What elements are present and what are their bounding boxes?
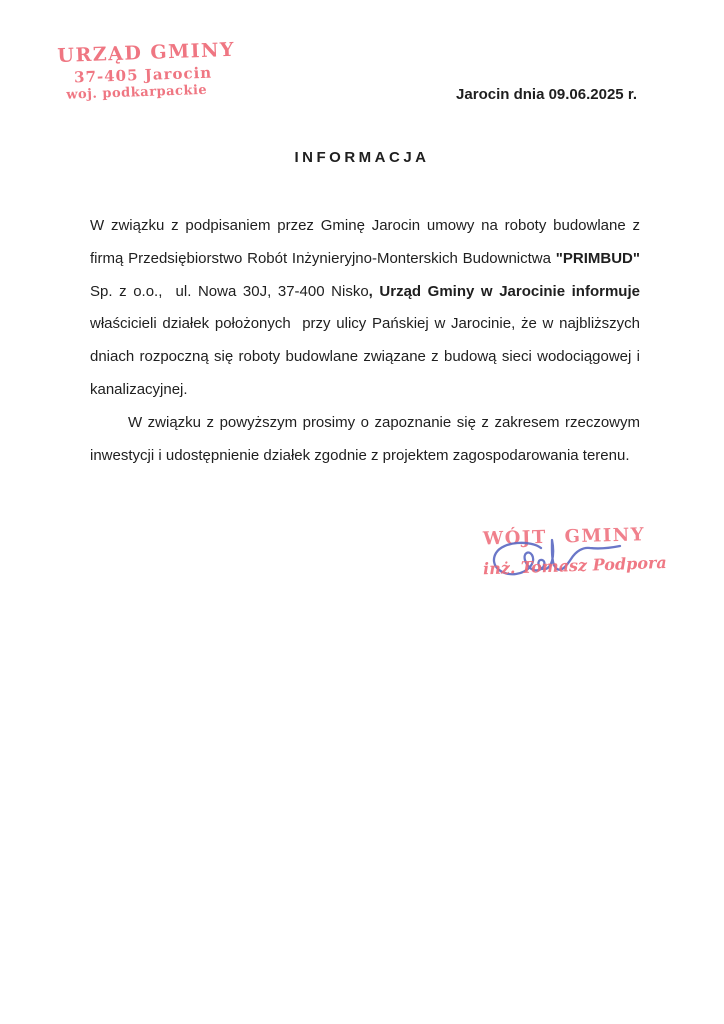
office-stamp-name: URZĄD GMINY <box>57 38 236 67</box>
office-stamp-postal-code: 37-405 Jarocin <box>73 63 213 87</box>
text-run: W związku z podpisaniem przez Gminę Jarocin umowy na roboty budowlane z firmą Przedsiębiorstwo Robót Inżynieryjno-Monterskich Budownictwa <box>90 217 640 267</box>
signature-stamp-name: inż. Tomasz Podpora <box>482 552 668 579</box>
bold-text-run: , Urząd Gminy w Jarocinie informuje <box>368 282 640 300</box>
bold-text-run: "PRIMBUD" <box>555 249 640 267</box>
date-line: Jarocin dnia 09.06.2025 r. <box>456 86 637 103</box>
text-run: właścicieli działek położonych przy ulicy Pańskiej w Jarocinie, że w najbliższych dniach rozpoczną się roboty budowlane związane z budową sieci wodociągowej i kanalizacyjnej. <box>90 315 640 398</box>
paragraph-2 <box>90 407 640 473</box>
paragraph-1 <box>90 210 640 407</box>
document-body <box>90 210 640 472</box>
document-title: INFORMACJA <box>294 149 430 166</box>
text-run: W związku z powyższym prosimy o zapoznanie się z zakresem rzeczowym inwestycji i udostępnienie działek zgodnie z projektem zagospodarowania terenu. <box>90 413 640 464</box>
office-header-stamp <box>57 38 236 103</box>
text-run: Sp. z o.o., ul. Nowa 30J, 37-400 Nisko <box>90 282 369 300</box>
office-stamp-region: woj. podkarpackie <box>66 82 208 103</box>
signature-stamp-title: WÓJT GMINY <box>482 524 646 550</box>
signature-block <box>482 524 673 579</box>
